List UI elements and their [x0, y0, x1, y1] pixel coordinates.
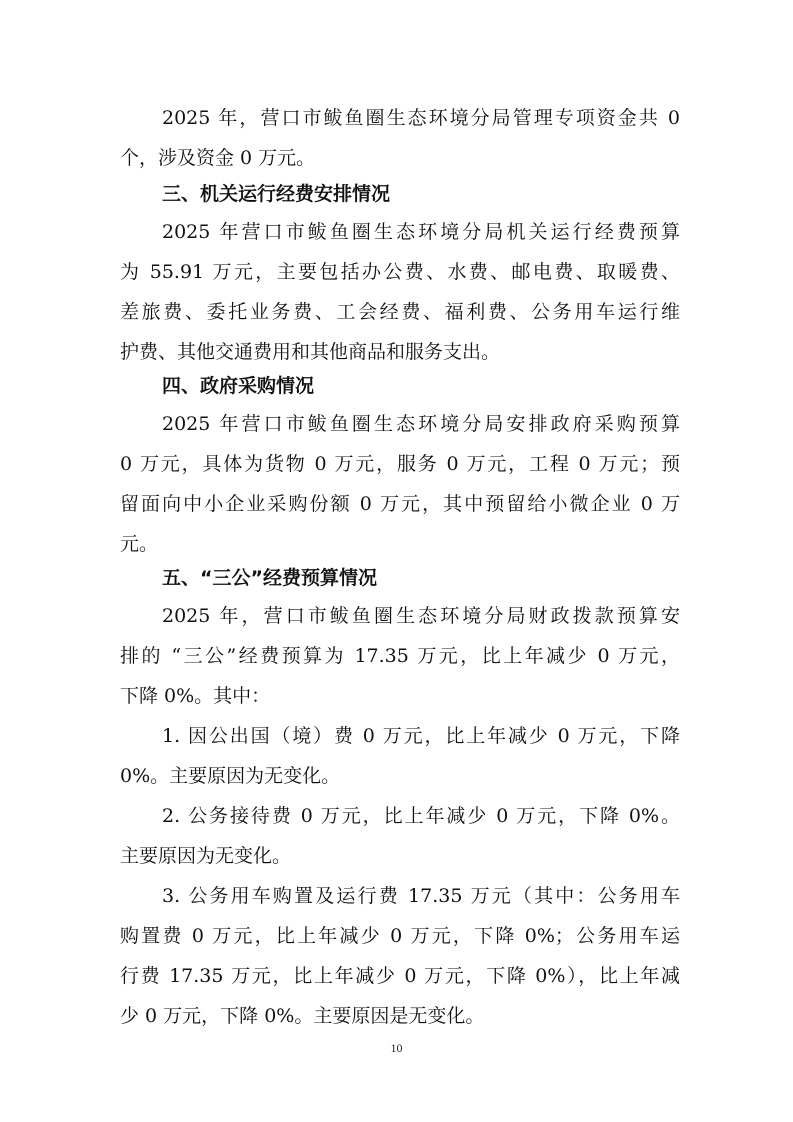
three-public-line-9: 购置费 0 万元，比上年减少 0 万元，下降 0%；公务用车运	[120, 925, 680, 947]
operating-costs-heading: 三、机关运行经费安排情况	[162, 183, 391, 205]
three-public-line-11: 少 0 万元，下降 0%。主要原因是无变化。	[120, 1005, 485, 1027]
three-public-line-3: 下降 0%。其中：	[120, 685, 271, 707]
special-funds-line-1: 2025 年，营口市鲅鱼圈生态环境分局管理专项资金共 0	[162, 107, 680, 129]
operating-costs-line-2: 为 55.91 万元，主要包括办公费、水费、邮电费、取暖费、	[120, 261, 680, 283]
three-public-line-4: 1. 因公出国（境）费 0 万元，比上年减少 0 万元，下降	[162, 725, 680, 747]
procurement-line-2: 0 万元，具体为货物 0 万元，服务 0 万元，工程 0 万元；预	[120, 453, 680, 475]
three-public-line-2: 排的 “三公”经费预算为 17.35 万元，比上年减少 0 万元，	[120, 645, 680, 667]
procurement-line-3: 留面向中小企业采购份额 0 万元，其中预留给小微企业 0 万	[120, 493, 680, 515]
operating-costs-line-4: 护费、其他交通费用和其他商品和服务支出。	[120, 341, 501, 363]
special-funds-line-2: 个，涉及资金 0 万元。	[120, 147, 316, 169]
operating-costs-line-3: 差旅费、委托业务费、工会经费、福利费、公务用车运行维	[120, 301, 680, 323]
procurement-line-1: 2025 年营口市鲅鱼圈生态环境分局安排政府采购预算	[162, 413, 680, 435]
page-number: 10	[390, 1041, 403, 1055]
three-public-line-10: 行费 17.35 万元，比上年减少 0 万元，下降 0%），比上年减	[120, 965, 680, 987]
operating-costs-line-1: 2025 年营口市鲅鱼圈生态环境分局机关运行经费预算	[162, 221, 680, 243]
three-public-line-6: 2. 公务接待费 0 万元，比上年减少 0 万元，下降 0%。	[162, 805, 680, 827]
three-public-heading: 五、“三公”经费预算情况	[162, 567, 377, 589]
procurement-heading: 四、政府采购情况	[162, 375, 315, 397]
three-public-line-5: 0%。主要原因为无变化。	[120, 765, 341, 787]
three-public-line-8: 3. 公务用车购置及运行费 17.35 万元（其中：公务用车	[162, 885, 680, 907]
three-public-line-7: 主要原因为无变化。	[120, 845, 292, 867]
three-public-line-1: 2025 年，营口市鲅鱼圈生态环境分局财政拨款预算安	[162, 605, 680, 627]
procurement-line-4: 元。	[120, 533, 159, 555]
